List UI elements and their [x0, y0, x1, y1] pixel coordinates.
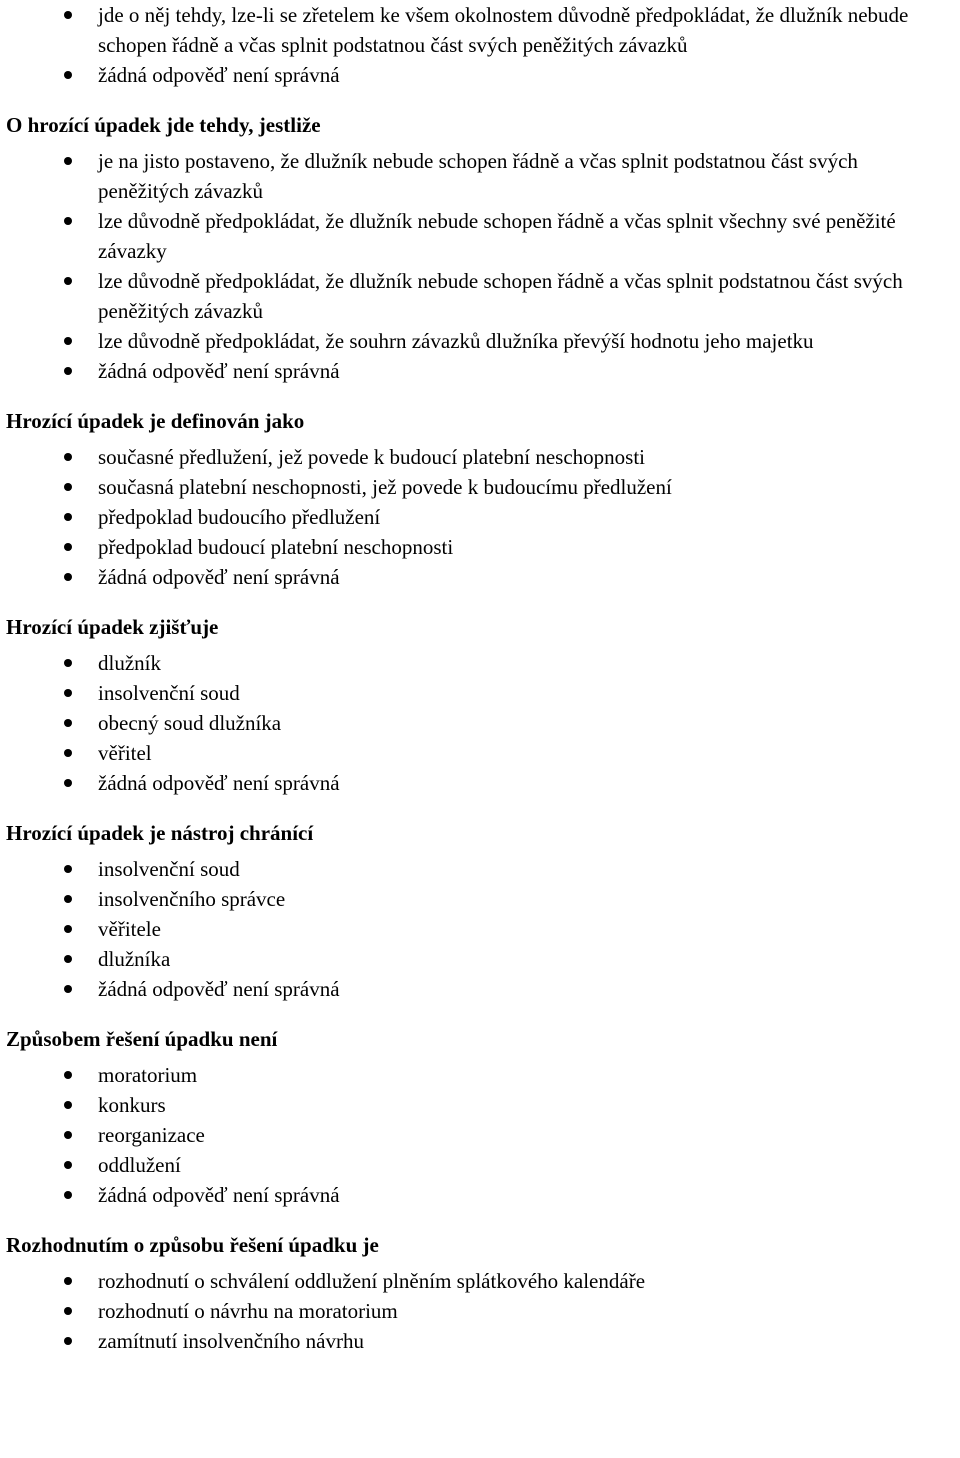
answer-text: věřitele: [98, 917, 161, 941]
answer-item: [6, 326, 954, 356]
answer-item: [6, 914, 954, 944]
answer-text: lze důvodně předpokládat, že dlužník nebude schopen řádně a včas splnit podstatnou část svých peněžitých závazků: [98, 269, 903, 323]
answer-item: [6, 1180, 954, 1210]
question-block-3: [6, 612, 954, 798]
answer-text: reorganizace: [98, 1123, 205, 1147]
bullet-icon: [64, 955, 72, 963]
answer-text: obecný soud dlužníka: [98, 711, 282, 735]
question-title: O hrozící úpadek jde tehdy, jestliže: [6, 113, 321, 137]
bullet-icon: [64, 1161, 72, 1169]
answer-item: [6, 442, 954, 472]
question-block-2: [6, 406, 954, 592]
answer-text: rozhodnutí o návrhu na moratorium: [98, 1299, 398, 1323]
answer-item: [6, 356, 954, 386]
bullet-icon: [64, 71, 72, 79]
answer-item: [6, 648, 954, 678]
answer-text: insolvenční soud: [98, 681, 240, 705]
answer-item: [6, 0, 954, 60]
answer-text: dlužníka: [98, 947, 171, 971]
answer-text: jde o něj tehdy, lze-li se zřetelem ke všem okolnostem důvodně předpokládat, že dlužník nebude schopen řádně a včas splnit podstatnou část svých peněžitých závazků: [98, 3, 909, 57]
bullet-icon: [64, 779, 72, 787]
answer-text: žádná odpověď není správná: [98, 63, 340, 87]
bullet-icon: [64, 1071, 72, 1079]
bullet-icon: [64, 337, 72, 345]
answer-list-1: [6, 146, 954, 386]
bullet-icon: [64, 11, 72, 19]
question-title: Rozhodnutím o způsobu řešení úpadku je: [6, 1233, 379, 1257]
answer-text: současné předlužení, jež povede k budoucí platební neschopnosti: [98, 445, 646, 469]
answer-item: [6, 146, 954, 206]
answer-item: [6, 678, 954, 708]
answer-item: [6, 60, 954, 90]
answer-text: konkurs: [98, 1093, 166, 1117]
answer-item: [6, 944, 954, 974]
bullet-icon: [64, 157, 72, 165]
answer-text: předpoklad budoucího předlužení: [98, 505, 381, 529]
bullet-icon: [64, 1101, 72, 1109]
answer-list-4: [6, 854, 954, 1004]
answer-text: rozhodnutí o schválení oddlužení plněním splátkového kalendáře: [98, 1269, 646, 1293]
answer-text: současná platební neschopnosti, jež povede k budoucímu předlužení: [98, 475, 672, 499]
bullet-icon: [64, 1277, 72, 1285]
answer-text: insolvenční soud: [98, 857, 240, 881]
answer-item: [6, 1266, 954, 1296]
answer-item: [6, 532, 954, 562]
answer-text: lze důvodně předpokládat, že dlužník nebude schopen řádně a včas splnit všechny své peněžité závazky: [98, 209, 896, 263]
answer-text: předpoklad budoucí platební neschopnosti: [98, 535, 454, 559]
bullet-icon: [64, 1307, 72, 1315]
answer-list-6: [6, 1266, 954, 1356]
question-block-0: [6, 0, 954, 90]
question-title: Způsobem řešení úpadku není: [6, 1027, 278, 1051]
bullet-icon: [64, 749, 72, 757]
question-block-5: [6, 1024, 954, 1210]
answer-item: [6, 974, 954, 1004]
answer-item: [6, 502, 954, 532]
bullet-icon: [64, 543, 72, 551]
answer-text: insolvenčního správce: [98, 887, 286, 911]
bullet-icon: [64, 659, 72, 667]
answer-item: [6, 206, 954, 266]
answer-list-0: [6, 0, 954, 90]
answer-item: [6, 738, 954, 768]
bullet-icon: [64, 217, 72, 225]
answer-item: [6, 1090, 954, 1120]
bullet-icon: [64, 719, 72, 727]
answer-text: žádná odpověď není správná: [98, 977, 340, 1001]
bullet-icon: [64, 689, 72, 697]
answer-list-2: [6, 442, 954, 592]
answer-item: [6, 708, 954, 738]
answer-list-5: [6, 1060, 954, 1210]
answer-text: věřitel: [98, 741, 152, 765]
answer-text: žádná odpověď není správná: [98, 1183, 340, 1207]
answer-text: žádná odpověď není správná: [98, 359, 340, 383]
answer-item: [6, 1060, 954, 1090]
bullet-icon: [64, 1191, 72, 1199]
bullet-icon: [64, 865, 72, 873]
bullet-icon: [64, 483, 72, 491]
answer-text: zamítnutí insolvenčního návrhu: [98, 1329, 364, 1353]
answer-list-3: [6, 648, 954, 798]
answer-text: žádná odpověď není správná: [98, 565, 340, 589]
bullet-icon: [64, 513, 72, 521]
answer-text: žádná odpověď není správná: [98, 771, 340, 795]
answer-item: [6, 472, 954, 502]
answer-item: [6, 1150, 954, 1180]
answer-item: [6, 1296, 954, 1326]
question-block-6: [6, 1230, 954, 1356]
bullet-icon: [64, 277, 72, 285]
bullet-icon: [64, 985, 72, 993]
answer-item: [6, 854, 954, 884]
bullet-icon: [64, 895, 72, 903]
bullet-icon: [64, 367, 72, 375]
answer-item: [6, 1120, 954, 1150]
answer-item: [6, 884, 954, 914]
answer-text: oddlužení: [98, 1153, 181, 1177]
answer-item: [6, 562, 954, 592]
answer-text: dlužník: [98, 651, 161, 675]
answer-text: je na jisto postaveno, že dlužník nebude schopen řádně a včas splnit podstatnou část svých peněžitých závazků: [98, 149, 858, 203]
answer-text: moratorium: [98, 1063, 198, 1087]
question-title: Hrozící úpadek je definován jako: [6, 409, 305, 433]
bullet-icon: [64, 1337, 72, 1345]
question-title: Hrozící úpadek zjišťuje: [6, 615, 219, 639]
question-block-1: [6, 110, 954, 386]
answer-text: lze důvodně předpokládat, že souhrn závazků dlužníka převýší hodnotu jeho majetku: [98, 329, 814, 353]
answer-item: [6, 266, 954, 326]
question-title: Hrozící úpadek je nástroj chránící: [6, 821, 314, 845]
bullet-icon: [64, 925, 72, 933]
answer-item: [6, 1326, 954, 1356]
bullet-icon: [64, 573, 72, 581]
answer-item: [6, 768, 954, 798]
bullet-icon: [64, 453, 72, 461]
bullet-icon: [64, 1131, 72, 1139]
question-block-4: [6, 818, 954, 1004]
